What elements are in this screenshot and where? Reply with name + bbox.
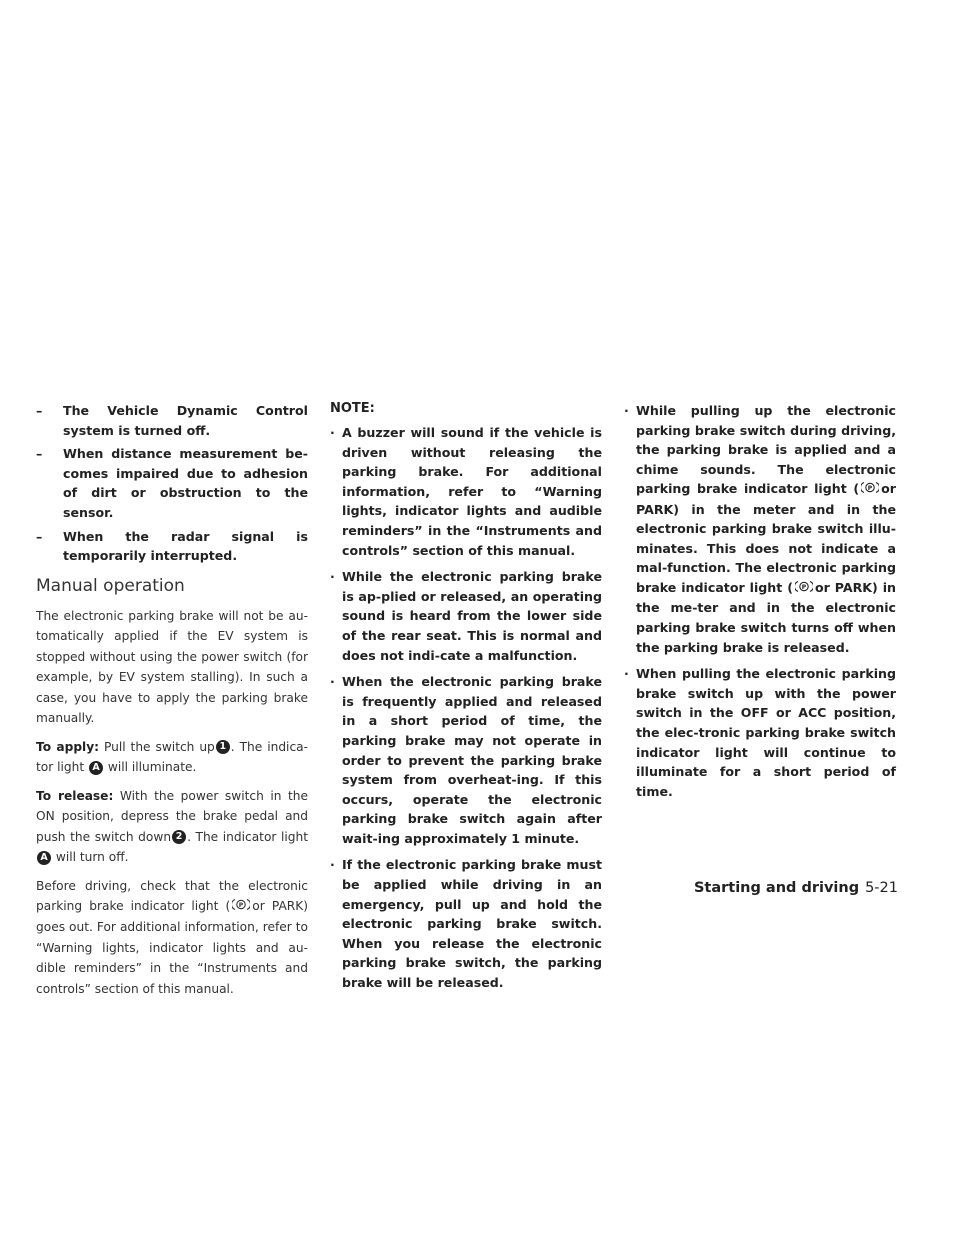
release-text-3: will turn off. bbox=[55, 850, 129, 865]
apply-text-1: Pull the switch up bbox=[103, 739, 215, 754]
bullet-marker: · bbox=[624, 403, 629, 418]
bullet-marker: · bbox=[330, 674, 335, 690]
column-left bbox=[36, 401, 308, 1007]
apply-label: To apply: bbox=[36, 739, 100, 754]
section-heading: Manual operation bbox=[36, 575, 185, 596]
list-item bbox=[36, 444, 308, 522]
bullet-marker: · bbox=[330, 857, 335, 873]
list-item-text: When distance measurement be-comes impaired due to adhesion of dirt or obstruction to the sensor. bbox=[63, 446, 308, 520]
list-item-text: When the electronic parking brake is frequently applied and released in a short period of time, the parking brake may not operate in order to prevent the parking brake system from overheat-ing. If this occurs, operate the electronic parking brake switch again after wait-ing approximately 1 minute. bbox=[342, 674, 602, 846]
parking-brake-icon bbox=[861, 480, 879, 500]
column-right bbox=[624, 401, 896, 808]
release-label: To release: bbox=[36, 788, 114, 803]
list-item-text-2: or PARK) in the meter and in the electronic parking brake switch illu-minates. This does not indicate a mal-function. The electronic parking brake indicator light ( bbox=[636, 481, 896, 596]
note-heading: NOTE: bbox=[330, 401, 375, 416]
list-item-text: When pulling the electronic parking brake switch up with the power switch in the OFF or ACC position, the elec-tronic parking brake switch indicator light will continue to illuminate for a short period of time. bbox=[636, 666, 896, 799]
page-footer bbox=[694, 880, 898, 896]
parking-brake-icon bbox=[232, 897, 250, 918]
callout-badge-a: A bbox=[89, 761, 103, 775]
list-item-text-1: While pulling up the electronic parking brake switch during driving, the parking brake is applied and a chime sounds. The electronic parking brake indicator light ( bbox=[636, 403, 896, 497]
bullet-marker: · bbox=[624, 666, 629, 682]
dash-marker: – bbox=[36, 403, 43, 418]
list-item bbox=[330, 672, 602, 848]
list-item bbox=[330, 423, 602, 560]
release-text-1: With the power switch in the ON position, depress the brake pedal and push the switch down bbox=[36, 788, 309, 844]
bullet-marker: · bbox=[330, 569, 335, 585]
list-item-text: While the electronic parking brake is ap-plied or released, an operating sound is heard from the lower side of the rear seat. This is normal and does not indi-cate a malfunction. bbox=[342, 569, 602, 663]
before-driving-text-1: Before driving, check that the electronic parking brake indicator light ( bbox=[36, 878, 308, 914]
list-item-text-3: or PARK) in the me-ter and in the electronic parking brake switch turns off when the parking brake is released. bbox=[636, 580, 896, 655]
bullet-marker: · bbox=[330, 425, 335, 440]
list-item bbox=[36, 401, 308, 440]
list-item-text: A buzzer will sound if the vehicle is driven without releasing the parking brake. For additional information, refer to “Warning lights, indicator lights and audible reminders” in the “Instruments and controls” section of this manual. bbox=[342, 425, 602, 558]
list-item-text: When the radar signal is temporarily interrupted. bbox=[63, 528, 308, 564]
parking-brake-icon bbox=[795, 579, 813, 599]
page-number: 5-21 bbox=[865, 880, 898, 896]
callout-badge-2: 2 bbox=[172, 830, 186, 844]
list-item bbox=[624, 664, 896, 801]
dash-marker: – bbox=[36, 528, 43, 544]
list-item bbox=[624, 401, 896, 657]
paragraph-manual-operation: The electronic parking brake will not be au-tomatically applied if the EV system is stopped without using the power switch (for example, by EV system stalling). In such a case, you have to apply the parking brake manually. bbox=[36, 608, 308, 726]
before-driving-text-2: or PARK) goes out. For additional information, refer to “Warning lights, indicator lights and au-dible reminders” in the “Instruments and controls” section of this manual. bbox=[36, 899, 308, 996]
paragraph-to-release bbox=[36, 786, 308, 868]
paragraph-to-apply bbox=[36, 737, 308, 778]
paragraph-before-driving bbox=[36, 876, 308, 999]
list-item bbox=[36, 527, 308, 566]
list-item bbox=[330, 567, 602, 665]
section-title: Starting and driving bbox=[693, 880, 860, 896]
dash-marker: – bbox=[36, 446, 43, 462]
callout-badge-1: 1 bbox=[216, 740, 230, 754]
list-item-text: The Vehicle Dynamic Control system is turned off. bbox=[63, 403, 308, 438]
list-item-text: If the electronic parking brake must be applied while driving in an emergency, pull up and hold the electronic parking brake switch. When you release the electronic parking brake switch, the parking brake will be released. bbox=[342, 857, 602, 991]
svg-text:P: P bbox=[239, 901, 244, 909]
apply-text-2: . The indica-tor light bbox=[36, 739, 309, 775]
apply-text-3: will illuminate. bbox=[107, 760, 197, 775]
svg-text:P: P bbox=[867, 484, 873, 492]
release-text-2: . The indicator light bbox=[187, 829, 308, 844]
list-item bbox=[330, 855, 602, 992]
callout-badge-a: A bbox=[37, 851, 51, 865]
column-middle bbox=[330, 401, 602, 1000]
svg-text:P: P bbox=[801, 583, 807, 591]
